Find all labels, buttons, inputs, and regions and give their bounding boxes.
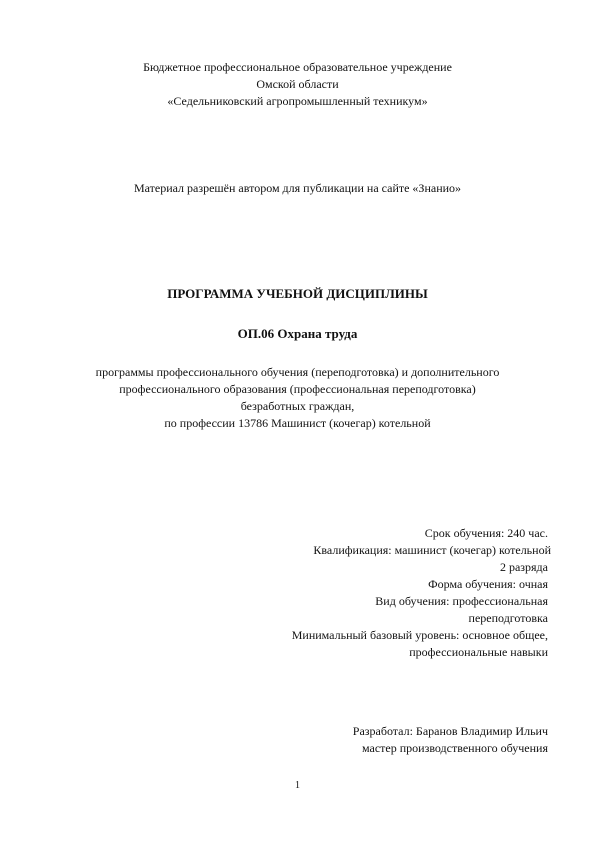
training-type-line-2: переподготовка [468, 611, 548, 625]
grade-info: 2 разряда [499, 560, 548, 574]
qualification-info: Квалификация: машинист (кочегар) котельной [313, 543, 551, 557]
duration-info: Срок обучения: 240 час. [424, 526, 548, 540]
institution-line-2: Омской области [256, 77, 339, 91]
program-title: ПРОГРАММА УЧЕБНОЙ ДИСЦИПЛИНЫ [167, 286, 428, 301]
program-description-line-4: по профессии 13786 Машинист (кочегар) котельной [164, 416, 431, 430]
permission-note: Материал разрешён автором для публикации на сайте «Знанио» [133, 181, 462, 195]
institution-line-3: «Седельниковский агропромышленный техникум» [167, 94, 428, 108]
discipline-subtitle: ОП.06 Охрана труда [237, 326, 358, 341]
page-number: 1 [295, 780, 300, 791]
program-description-line-1: программы профессионального обучения (переподготовка) и дополнительного [95, 365, 500, 379]
developer-name: Разработал: Баранов Владимир Ильич [352, 724, 548, 738]
program-description-line-3: безработных граждан, [240, 399, 355, 413]
developer-position: мастер производственного обучения [362, 741, 548, 755]
program-description-line-2: профессионального образования (профессиональная переподготовка) [119, 382, 476, 396]
base-level-line-2: профессиональные навыки [409, 645, 548, 659]
institution-line-1: Бюджетное профессиональное образовательное учреждение [143, 60, 452, 74]
training-type-line-1: Вид обучения: профессиональная [375, 594, 548, 608]
base-level-line-1: Минимальный базовый уровень: основное общее, [291, 628, 548, 642]
study-form-info: Форма обучения: очная [428, 577, 548, 591]
